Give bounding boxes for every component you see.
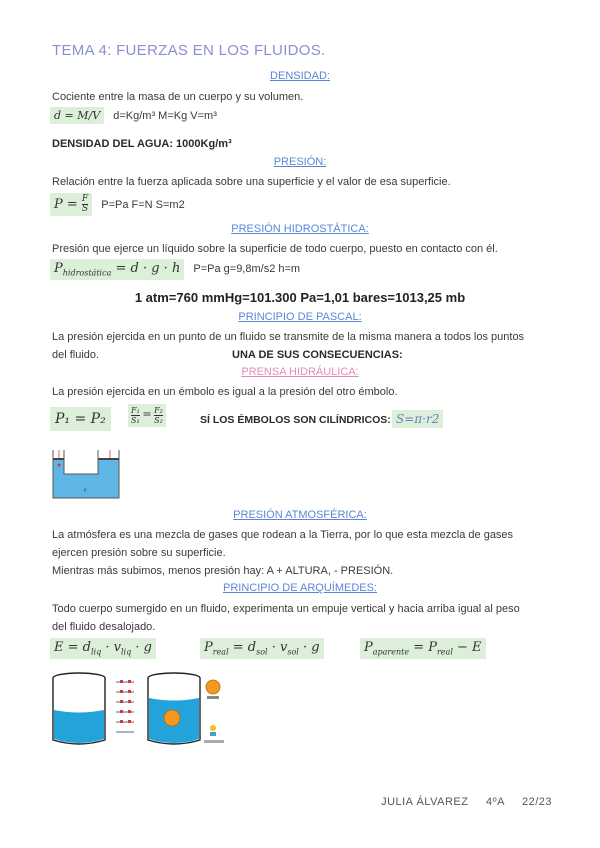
title-number: TEMA 4 (52, 42, 108, 59)
atmosferica-line1: La atmósfera es una mezcla de gases que rodean a la Tierra, por lo que esta mezcla de gases (52, 529, 514, 541)
hydraulic-press-diagram (50, 448, 122, 500)
atmosferica-line2: ejercen presión sobre su superficie. (52, 547, 226, 559)
arquimedes-line2: del fluido desalojado. (52, 621, 156, 633)
presion-fraction (82, 195, 88, 214)
prensa-fraction: $\frac{\text{F₁}}{\text{S₁}}$ = $\frac{\text{F₂}}{\text{S₂}}$ (128, 404, 166, 427)
arquimedes-formula-3 (360, 638, 486, 659)
pressure-equivalence: 1 atm=760 mmHg=101.300 Pa=1,01 bares=1013,25 mb (134, 290, 466, 305)
cylinder-formula: S=π·r2 (392, 410, 443, 428)
cylinder-text: SÍ LOS ÉMBOLOS SON CILÍNDRICOS: (200, 414, 391, 426)
presion-units: P=Pa F=N S=m2 (101, 199, 185, 211)
densidad-definition: Cociente entre la masa de un cuerpo y su volumen. (52, 91, 304, 103)
densidad-formula: d = M/V (50, 107, 104, 124)
arquimedes-line1: Todo cuerpo sumergido en un fluido, experimenta un empuje vertical y hacia arriba igual al peso (52, 603, 520, 615)
f2-mid2: · v (267, 640, 288, 655)
presion-formula-left: P = (54, 197, 78, 212)
presion-definition: Relación entre la fuerza aplicada sobre una superficie y el valor de esa superficie. (52, 176, 451, 188)
cylinder-formula-wrap (392, 410, 443, 428)
presion-formula-row (50, 193, 185, 216)
hidro-p: P (54, 261, 63, 276)
pascal-line2: del fluido. (52, 349, 100, 361)
prensa-formula-row (50, 407, 111, 431)
page-title (52, 42, 326, 59)
hidrostatica-definition: Presión que ejerce un líquido sobre la superficie de todo cuerpo, puesto en contacto con él. (52, 243, 498, 255)
f2-a: P (204, 640, 213, 655)
f1-sub1: liq (90, 647, 102, 657)
footer-page: 22/23 (521, 796, 552, 808)
presion-formula (50, 193, 92, 216)
f2-sub2: sol (256, 647, 268, 657)
hidro-sub: hidrostática (62, 268, 112, 278)
footer (367, 796, 552, 808)
hidro-rest: = d · g · h (111, 261, 181, 276)
prensa-definition: La presión ejercida en un émbolo es igual a la presión del otro émbolo. (52, 386, 398, 398)
prensa-fraction-formula (128, 404, 166, 427)
water-density: DENSIDAD DEL AGUA: 1000Kg/m³ (52, 138, 232, 150)
arquimedes-formula-1 (50, 638, 156, 659)
atmosferica-line3: Mientras más subimos, menos presión hay: A + ALTURA, - PRESIÓN. (52, 565, 394, 577)
f2-sub1: real (212, 647, 229, 657)
svg-text:P: P (84, 488, 87, 493)
title-text: : FUERZAS EN LOS FLUIDOS. (107, 42, 326, 59)
heading-prensa: PRENSA HIDRÁULICA: (241, 366, 359, 378)
densidad-units: d=Kg/m³ M=Kg V=m³ (113, 110, 217, 122)
heading-densidad: DENSIDAD: (270, 70, 330, 82)
f1-a: E = d (54, 640, 91, 655)
f1-end: · g (131, 640, 152, 655)
heading-presion: PRESIÓN: (273, 156, 327, 168)
hidrostatica-formula (50, 259, 184, 280)
prensa-formula-eq: P₁ = P₂ (50, 407, 111, 431)
arquimedes-formula-2 (200, 638, 324, 659)
f2-sub3: sol (287, 647, 299, 657)
f2-mid: = d (228, 640, 257, 655)
heading-atmosferica: PRESIÓN ATMOSFÉRICA: (233, 509, 367, 521)
f3-sub1: aparente (372, 647, 410, 657)
footer-group: 4ºA (486, 796, 505, 808)
f2-end: · g (298, 640, 320, 655)
heading-arquimedes: PRINCIPIO DE ARQUÍMEDES: (222, 582, 378, 594)
pascal-consequence: UNA DE SUS CONSECUENCIAS: (232, 349, 403, 361)
heading-hidrostatica: PRESIÓN HIDROSTÁTICA: (231, 223, 369, 235)
hidrostatica-formula-row (50, 259, 300, 280)
presion-numerator: F (81, 194, 89, 204)
f1-mid: · v (101, 640, 121, 655)
f1-sub2: liq (120, 647, 132, 657)
densidad-formula-row (50, 107, 217, 124)
hidrostatica-units: P=Pa g=9,8m/s2 h=m (193, 263, 301, 275)
footer-author: JULIA ÁLVAREZ (381, 796, 469, 808)
pascal-line1: La presión ejercida en un punto de un fluido se transmite de la misma manera a todos los puntos (52, 331, 525, 343)
f3-mid: = P (409, 640, 437, 655)
f3-end: − E (452, 640, 482, 655)
archimedes-diagram (50, 668, 226, 750)
heading-pascal: PRINCIPIO DE PASCAL: (238, 311, 362, 323)
f3-a: P (364, 640, 373, 655)
f3-sub2: real (436, 647, 453, 657)
presion-denominator: S (81, 204, 89, 214)
